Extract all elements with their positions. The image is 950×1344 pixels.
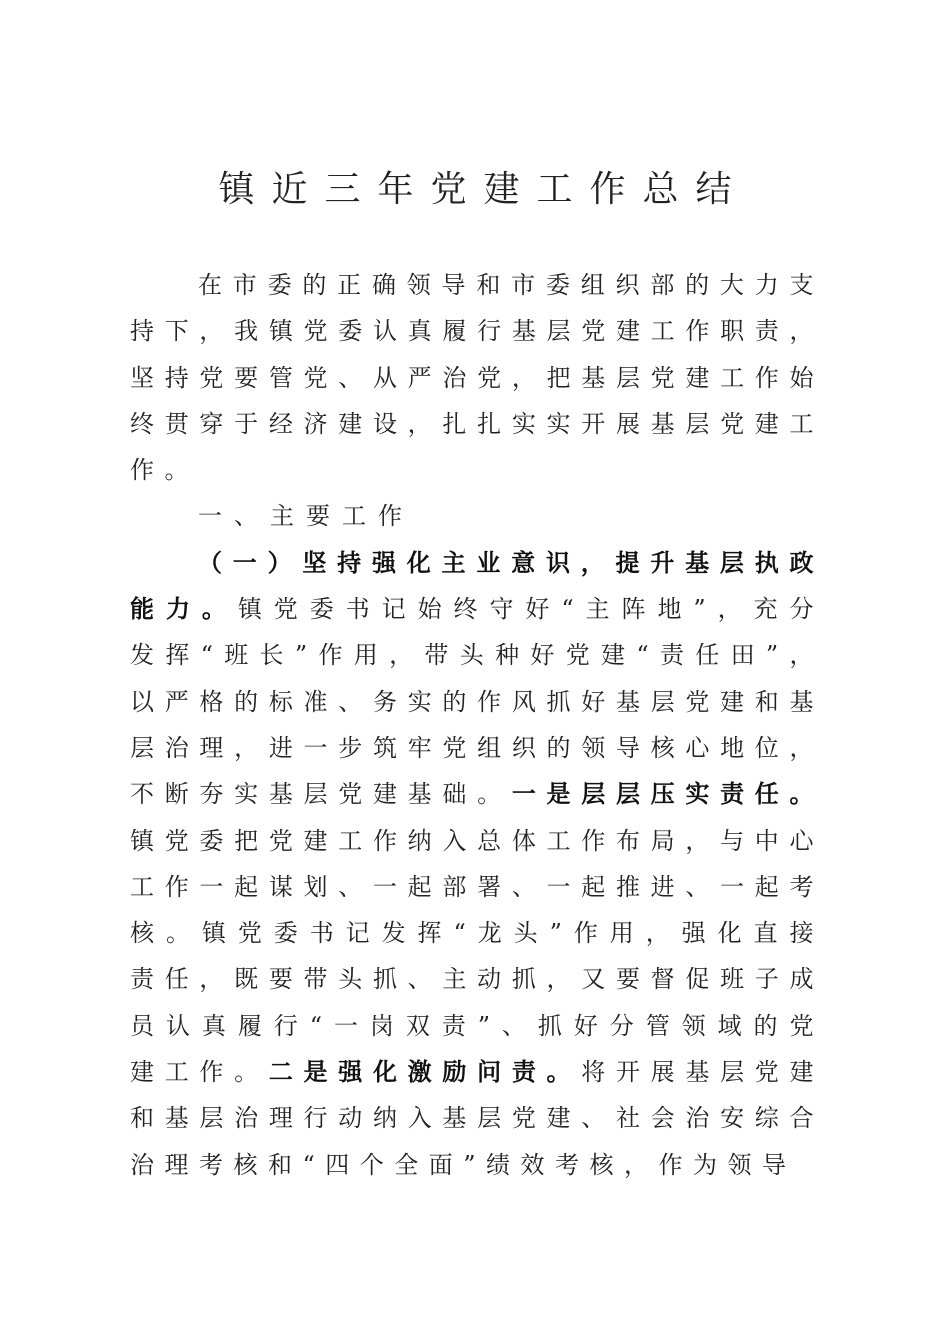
paragraph-text: 镇党委书记始终守好“主阵地”，充分发挥“班长”作用，带头种好党建“责任田”，以严格的标准、务实的作风抓好基层党建和基层治理，进一步筑牢党组织的领导核心地位，不断夯实基层党建基础。 bbox=[130, 595, 825, 809]
point-heading-1: 一是层层压实责任。 bbox=[511, 779, 825, 809]
paragraph-text-2: 镇党委把党建工作纳入总体工作布局，与中心工作一起谋划、一起部署、一起推进、一起考核。镇党委书记发挥“龙头”作用，强化直接责任，既要带头抓、主动抓，又要督促班子成员认真履行“一岗双责”、抓好分管领域的党建工作。 bbox=[130, 826, 824, 1087]
subsection-lead: （一）坚持强化主业意识，提升基层执政能力。 bbox=[130, 547, 824, 624]
document-title: 镇近三年党建工作总结 bbox=[218, 169, 749, 210]
section-heading: 一、主要工作 bbox=[198, 502, 414, 531]
document-body bbox=[130, 262, 824, 1188]
work-paragraph bbox=[130, 540, 824, 1188]
intro-paragraph: 在市委的正确领导和市委组织部的大力支持下，我镇党委认真履行基层党建工作职责，坚持党要管党、从严治党，把基层党建工作始终贯穿于经济建设，扎扎实实开展基层党建工作。 bbox=[130, 271, 824, 485]
point-heading-2: 二是强化激励问责。 bbox=[268, 1057, 582, 1087]
paragraph-text-3: 将开展基层党建和基层治理行动纳入基层党建、社会治安综合治理考核和“四个全面”绩效考核，作为领导 bbox=[130, 1058, 825, 1179]
